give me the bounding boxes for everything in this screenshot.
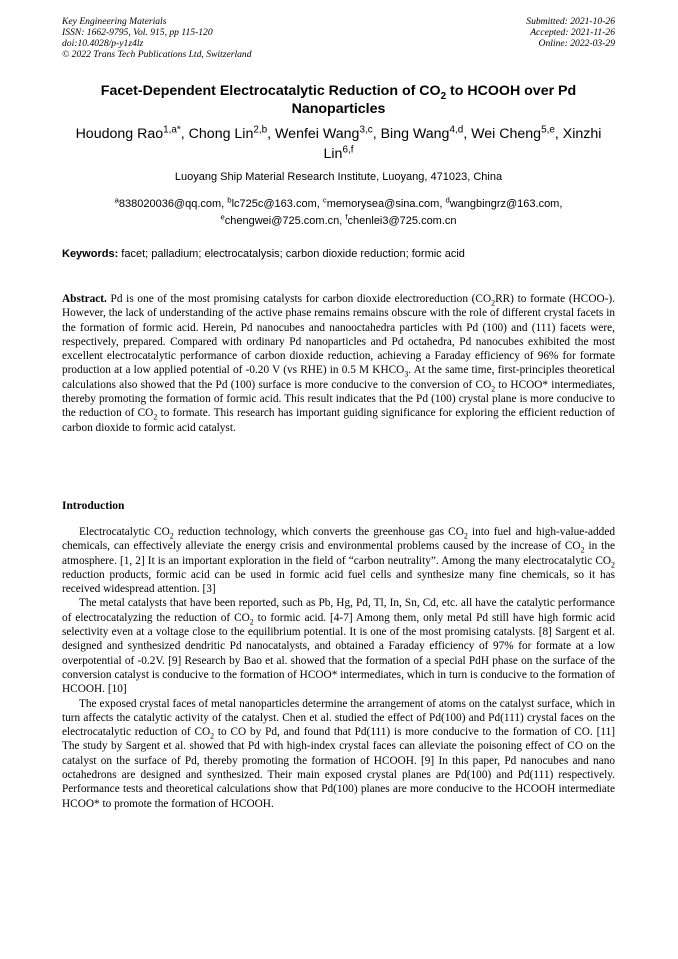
email-link[interactable]: chenlei3@725.com.cn	[347, 215, 457, 227]
email-link[interactable]: 838020036@qq.com,	[118, 198, 228, 210]
paper-title: Facet-Dependent Electrocatalytic Reduction of $CO_2$ to HCOOH over Pd Nanoparticles	[100, 83, 577, 117]
author-emails: $^a$838020036@qq.com, $^b$lc725c@163.com, $^c$memorysea@sina.com, $^d$wangbingrz@163.com, $^e$chengwei@725.com.cn, $^f$chenlei3@725.com.cn	[114, 195, 563, 227]
paragraph: The metal catalysts that have been reported, such as Pb, Hg, Pd, Tl, In, Sn, Cd, etc. all have the catalytic performance of electrocatalyzing the reduction of $CO_2$ to formic acid. [4-7] Among them, only metal Pd still have high formic acid selectivity even at a voltage close to the equilibrium potential. It is one of the most promising catalysts. [8] Sargent et al. designed and synthesized dendritic Pd nanocatalysts, and obtained a Faraday efficiency of 97% for formate at a low overpotential of -0.2V. [9] Research by Bao et al. showed that the formation of a special PdH phase on the surface of the conversion catalyst is conducive to the formation of HCOO* intermediates, which in turn is conducive to the formation of HCOOH. [10]	[62, 597, 615, 696]
submission-dates	[526, 16, 615, 49]
keywords-text: facet; palladium; electrocatalysis; carbon dioxide reduction; formic acid	[118, 248, 465, 260]
email-link[interactable]: chengwei@725.com.cn,	[224, 215, 346, 227]
abstract-label: Abstract.	[62, 293, 107, 305]
paragraph: The exposed crystal faces of metal nanoparticles determine the arrangement of atoms on the catalyst surface, which in turn affects the catalytic activity of the catalyst. Chen et al. studied the effect of Pd(100) and Pd(111) crystal faces on the electrocatalytic reduction of $CO_2$ to CO by Pd, and found that Pd(111) is more conducive to the formation of CO. [11] The study by Sargent et al. showed that Pd with high-index crystal faces can alleviate the poisoning effect of CO on the catalyst on the surface of Pd, thereby promoting the formation of HCOOH. [9] In this paper, Pd nanocubes and nano octahedrons are designed and synthesized. Their main exposed crystal planes are Pd(100) and Pd(111) respectively. Performance tests and theoretical calculations show that Pd(100) planes are more conducive to the HCOOH intermediate HCOO* to promote the formation of HCOOH.	[62, 697, 615, 810]
email-link[interactable]: memorysea@sina.com,	[326, 198, 446, 210]
keywords-label: Keywords:	[62, 248, 119, 260]
copyright-line: © 2022 Trans Tech Publications Ltd, Switzerland	[62, 49, 252, 60]
accepted-date: Accepted: 2021-11-26	[530, 27, 615, 38]
keywords	[62, 248, 615, 260]
author-list	[62, 124, 615, 164]
author: Bing Wang$^{4,d}$,	[380, 124, 472, 142]
affiliation: Luoyang Ship Material Research Institute, Luoyang, 471023, China	[174, 171, 503, 183]
author: Chong Lin$^{2,b}$,	[188, 124, 276, 142]
introduction-body	[62, 525, 615, 811]
doi-line: doi:10.4028/p-y1z4lz	[62, 38, 144, 49]
issn-line: ISSN: 1662-9795, Vol. 915, pp 115-120	[62, 27, 213, 38]
paragraph: Electrocatalytic $CO_2$ reduction technology, which converts the greenhouse gas $CO_2$ into fuel and high-value-added chemicals, can effectively alleviate the energy crisis and environmental problems caused by the increase of $CO_2$ in the atmosphere. [1, 2] It is an important exploration in the field of “carbon neutrality”. Among the many electrocatalytic $CO_2$ reduction products, formic acid can be used in formic acid fuel cells and synthesize many fine chemicals, so it has received widespread attention. [3]	[62, 526, 615, 596]
email-link[interactable]: wangbingrz@163.com,	[449, 198, 563, 210]
introduction-heading: Introduction	[62, 500, 125, 512]
online-date: Online: 2022-03-29	[538, 38, 615, 49]
abstract: Abstract. Pd is one of the most promising catalysts for carbon dioxide electroreduction $(CO_2RR)$ to formate (HCOO-). However, the lack of understanding of the active phase remains remains obscure with the role of different crystal facets in the formation of formic acid. Herein, Pd nanocubes and nanooctahedra particles with Pd (100) and (111) facets were, respectively, prepared. Compared with ordinary Pd nanoparticles and Pd octahedra, Pd nanocubes exhibited the most excellent electrocatalytic performance of carbon dioxide reduction, achieving a Faraday efficiency of 96% for formate production at a low applied potential of -0.20 V (vs RHE) in 0.5 M $KHCO_3$. At the same time, first-principles theoretical calculations also showed that the Pd (100) surface is more conducive to the conversion of $CO_2$ to HCOO* intermediates, thereby promoting the formation of formic acid. This result indicates that the Pd (100) crystal plane is more conducive to the reduction of $CO_2$ to formate. This research has important guiding significance for exploring the efficient reduction of carbon dioxide to formic acid catalyst.	[62, 293, 616, 434]
journal-name: Key Engineering Materials	[62, 16, 167, 27]
journal-info	[62, 16, 252, 60]
author: Wenfei Wang$^{3,c}$,	[275, 124, 381, 142]
author: Houdong Rao$^{1,a*}$,	[75, 124, 189, 142]
author: Xinzhi Lin$^{6,f}$	[323, 126, 602, 162]
author: Wei Cheng$^{5,e}$,	[471, 124, 563, 142]
submitted-date: Submitted: 2021-10-26	[526, 16, 615, 27]
email-link[interactable]: lc725c@163.com,	[231, 198, 323, 210]
